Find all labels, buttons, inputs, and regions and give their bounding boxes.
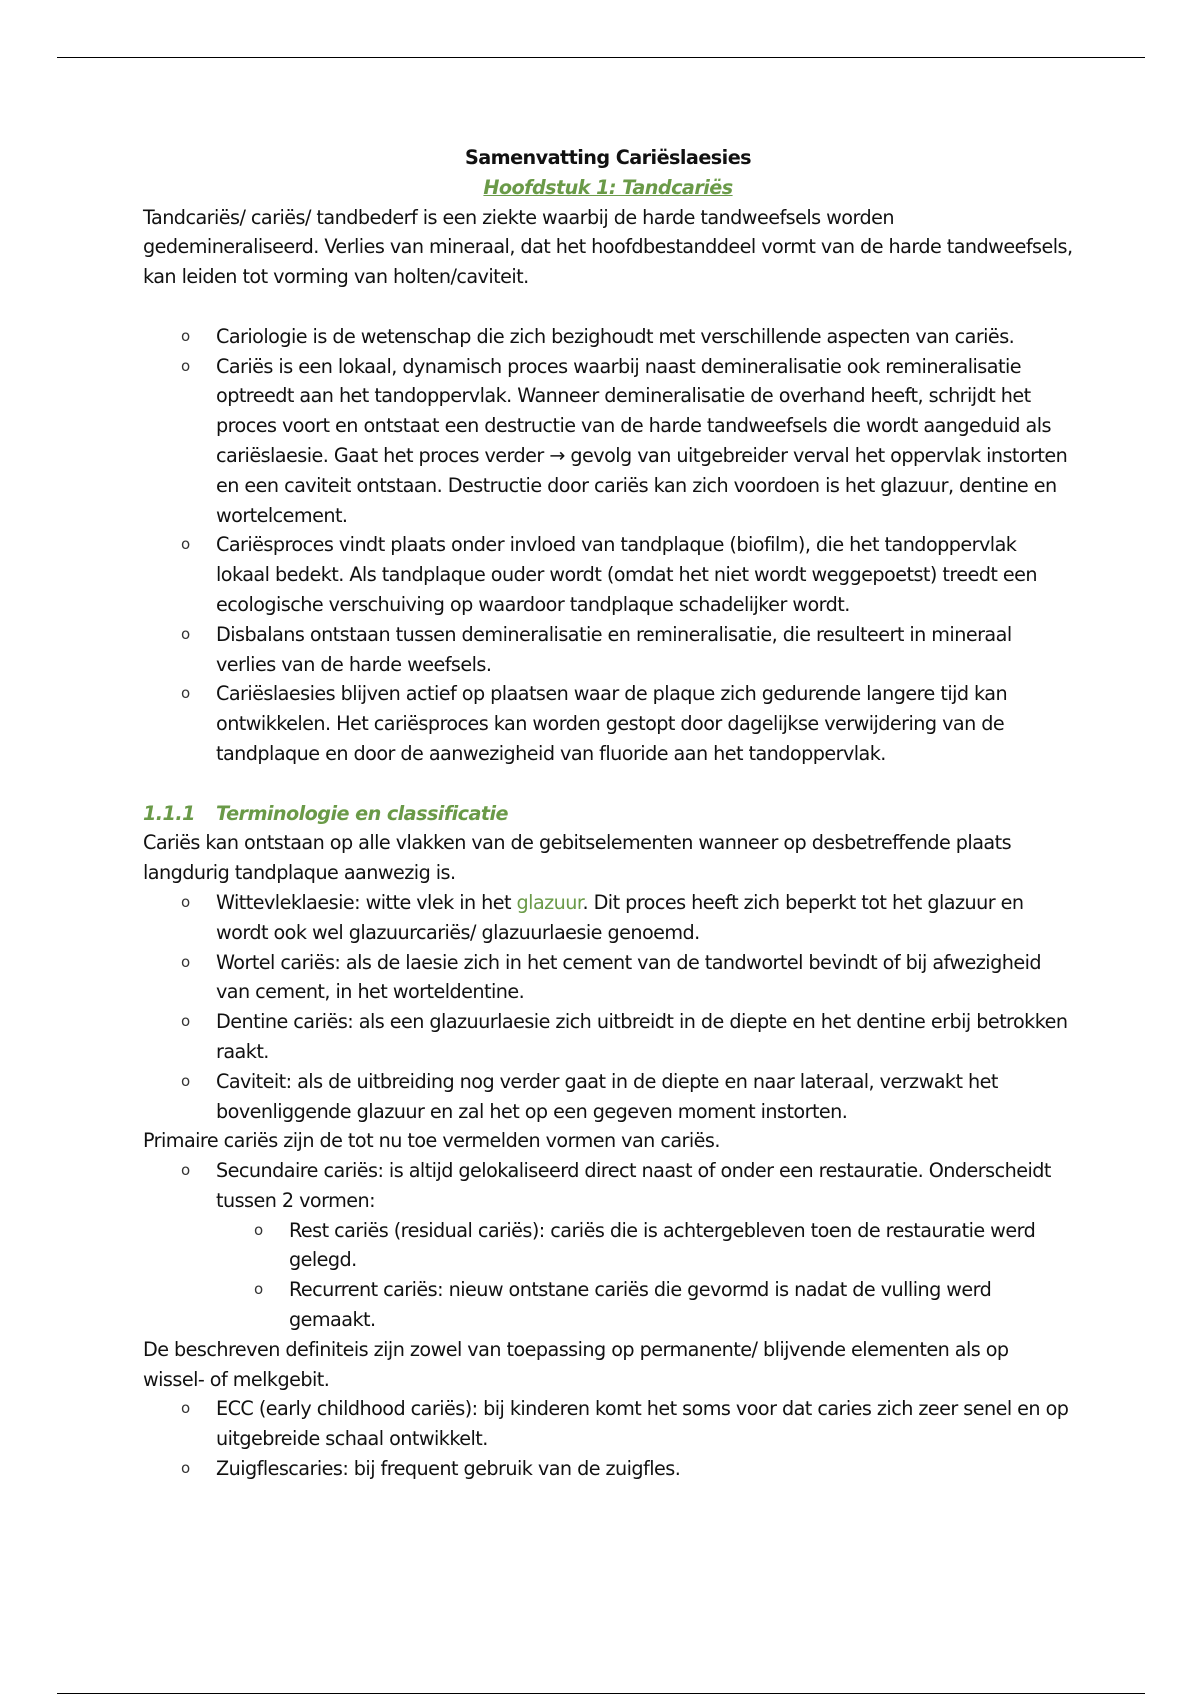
list-item: o ECC (early childhood cariës): bij kinderen komt het soms voor dat caries zich zeer senel en op uitgebreide schaal ontwikkelt.	[143, 1394, 1073, 1454]
section-intro: Cariës kan ontstaan op alle vlakken van de gebitselementen wanneer op desbetreffende plaats langdurig tandplaque aanwezig is.	[143, 831, 1012, 885]
bullet-icon: o	[254, 1280, 263, 1299]
bullet-list-3	[143, 1156, 1073, 1335]
bullet-icon: o	[181, 892, 190, 911]
list-item: o Cariësproces vindt plaats onder invloed van tandplaque (biofilm), die het tandoppervlak lokaal bedekt. Als tandplaque ouder wordt (omdat het niet wordt weggepoetst) treedt een ecologische verschuiving op waardoor tandplaque schadelijker wordt.	[143, 530, 1073, 619]
intro-paragraph: Tandcariës/ cariës/ tandbederf is een ziekte waarbij de harde tandweefsels worden gedemineraliseerd. Verlies van mineraal, dat het hoofdbestanddeel vormt van de harde tandweefsels, kan leiden tot vorming van holten/caviteit.	[143, 205, 1073, 289]
bullet-icon: o	[181, 535, 190, 554]
bullet-list-2	[143, 888, 1073, 1126]
bullet-icon: o	[181, 952, 190, 971]
bullet-list-1	[143, 322, 1073, 769]
definities-paragraph: De beschreven definiteis zijn zowel van toepassing op permanente/ blijvende elementen als op wissel- of melkgebit.	[143, 1337, 1009, 1391]
list-item: o Disbalans ontstaan tussen demineralisatie en remineralisatie, die resulteert in mineraal verlies van de harde weefsels.	[143, 620, 1073, 680]
header-rule	[57, 57, 1145, 58]
bullet-icon: o	[181, 624, 190, 643]
list-item: o Cariologie is de wetenschap die zich bezighoudt met verschillende aspecten van cariës.	[143, 322, 1073, 352]
list-item: o Cariëslaesies blijven actief op plaatsen waar de plaque zich gedurende langere tijd kan ontwikkelen. Het cariësproces kan worden gestopt door dagelijkse verwijdering van de tandplaque en door de aanwezigheid van fluoride aan het tandoppervlak.	[143, 679, 1073, 768]
bullet-icon: o	[254, 1220, 263, 1239]
bullet-icon: o	[181, 684, 190, 703]
bullet-icon: o	[181, 326, 190, 345]
footer-rule	[57, 1693, 1145, 1694]
chapter-heading: Hoofdstuk 1: Tandcariës	[483, 175, 733, 199]
list-item: o Secundaire cariës: is altijd gelokaliseerd direct naast of onder een restauratie. Onderscheidt tussen 2 vormen:	[143, 1156, 1073, 1216]
bullet-icon: o	[181, 1012, 190, 1031]
section-heading	[143, 799, 1073, 829]
highlighted-term: glazuur	[516, 890, 583, 914]
document-page	[143, 143, 1073, 1484]
bullet-icon: o	[181, 1399, 190, 1418]
bullet-icon: o	[181, 1071, 190, 1090]
primaire-paragraph: Primaire cariës zijn de tot nu toe vermelden vormen van cariës.	[143, 1129, 720, 1153]
bullet-icon: o	[181, 356, 190, 375]
list-item: o Wittevleklaesie: witte vlek in het glazuur. Dit proces heeft zich beperkt tot het glazuur en wordt ook wel glazuurcariës/ glazuurlaesie genoemd.	[143, 888, 1073, 948]
sub-list-item: o Recurrent cariës: nieuw ontstane cariës die gevormd is nadat de vulling werd gemaakt.	[143, 1275, 1073, 1335]
list-item: o Caviteit: als de uitbreiding nog verder gaat in de diepte en naar lateraal, verzwakt het bovenliggende glazuur en zal het op een gegeven moment instorten.	[143, 1067, 1073, 1127]
section-title: Terminologie en classificatie	[216, 801, 508, 825]
document-title: Samenvatting Cariëslaesies	[464, 146, 752, 169]
bullet-icon: o	[181, 1161, 190, 1180]
list-item: o Wortel cariës: als de laesie zich in het cement van de tandwortel bevindt of bij afwezigheid van cement, in het worteldentine.	[143, 948, 1073, 1008]
section-number: 1.1.1	[143, 801, 195, 825]
sub-list-item: o Rest cariës (residual cariës): cariës die is achtergebleven toen de restauratie werd gelegd.	[143, 1216, 1073, 1276]
list-item: o Zuigflescaries: bij frequent gebruik van de zuigfles.	[143, 1454, 1073, 1484]
list-item: o Cariës is een lokaal, dynamisch proces waarbij naast demineralisatie ook remineralisatie optreedt aan het tandoppervlak. Wanneer demineralisatie de overhand heeft, schrijdt het proces voort en ontstaat een destructie van de harde tandweefsels die wordt aangeduid als cariëslaesie. Gaat het proces verder → gevolg van uitgebreider verval het oppervlak instorten en een caviteit ontstaan. Destructie door cariës kan zich voordoen is het glazuur, dentine en wortelcement.	[143, 352, 1073, 531]
list-item: o Dentine cariës: als een glazuurlaesie zich uitbreidt in de diepte en het dentine erbij betrokken raakt.	[143, 1007, 1073, 1067]
bullet-list-4	[143, 1394, 1073, 1483]
bullet-icon: o	[181, 1459, 190, 1478]
